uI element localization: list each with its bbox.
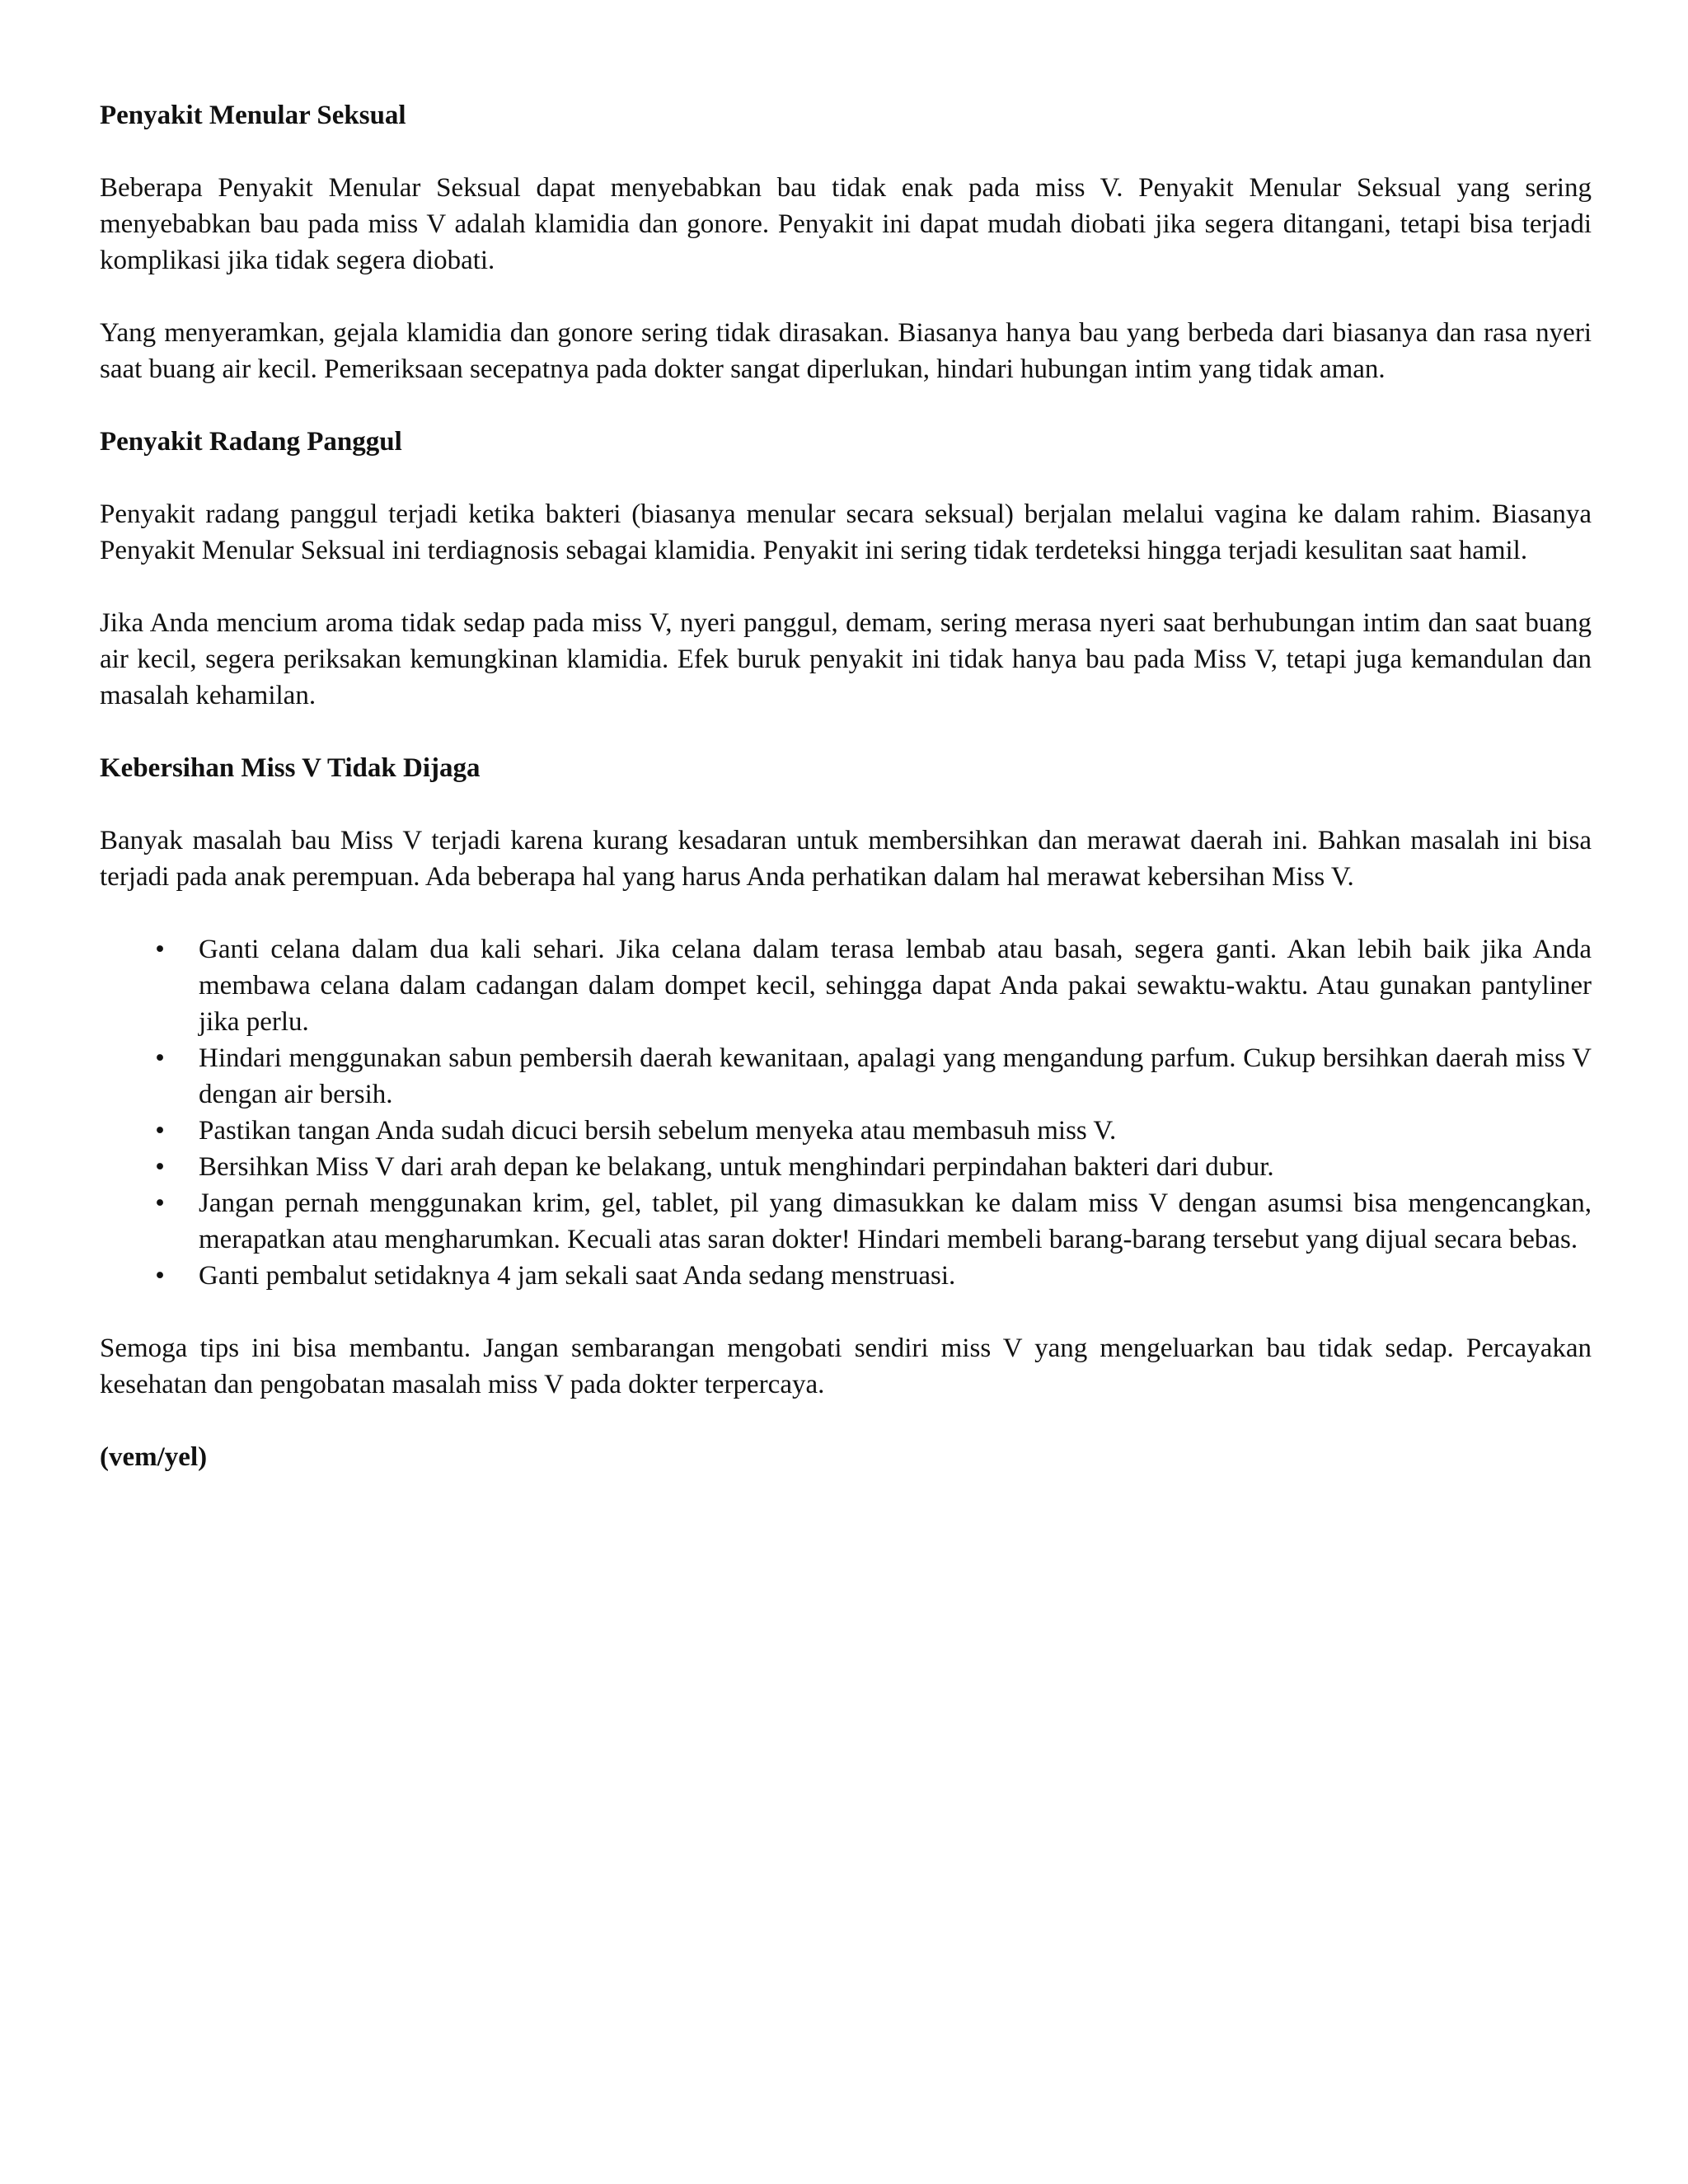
bullet-icon: •: [155, 1116, 165, 1146]
document-page: [100, 97, 1592, 1475]
paragraph-radang-panggul-intro: Penyakit radang panggul terjadi ketika bakteri (biasanya menular secara seksual) berjalan melalui vagina ke dalam rahim. Biasanya Penyakit Menular Seksual ini terdiagnosis sebagai klamidia. Penyakit ini sering tidak terdeteksi hingga terjadi kesulitan saat hamil.: [100, 499, 1592, 565]
list-item: [100, 1113, 1592, 1149]
section-heading-radang-panggul: Penyakit Radang Panggul: [100, 427, 402, 457]
bullet-icon: •: [155, 935, 165, 964]
list-item: [100, 1040, 1592, 1113]
list-item-text: Hindari menggunakan sabun pembersih daerah kewanitaan, apalagi yang mengandung parfum. Cukup bersihkan daerah miss V dengan air bersih.: [199, 1043, 1592, 1109]
section-heading-pms: Penyakit Menular Seksual: [100, 101, 406, 130]
bullet-icon: •: [155, 1043, 165, 1073]
list-item: [100, 931, 1592, 1040]
tips-list: [100, 931, 1592, 1294]
bullet-icon: •: [155, 1261, 165, 1291]
paragraph-pms-intro: Beberapa Penyakit Menular Seksual dapat menyebabkan bau tidak enak pada miss V. Penyakit Menular Seksual yang sering menyebabkan bau pada miss V adalah klamidia dan gonore. Penyakit ini dapat mudah diobati jika segera ditangani, tetapi bisa terjadi komplikasi jika tidak segera diobati.: [100, 173, 1592, 275]
list-item: [100, 1185, 1592, 1258]
list-item: [100, 1258, 1592, 1294]
paragraph-kebersihan-intro: Banyak masalah bau Miss V terjadi karena kurang kesadaran untuk membersihkan dan merawat daerah ini. Bahkan masalah ini bisa terjadi pada anak perempuan. Ada beberapa hal yang harus Anda perhatikan dalam hal merawat kebersihan Miss V.: [100, 826, 1592, 892]
paragraph-pms-symptoms: Yang menyeramkan, gejala klamidia dan gonore sering tidak dirasakan. Biasanya hanya bau yang berbeda dari biasanya dan rasa nyeri saat buang air kecil. Pemeriksaan secepatnya pada dokter sangat diperlukan, hindari hubungan intim yang tidak aman.: [100, 318, 1592, 384]
bullet-icon: •: [155, 1152, 165, 1182]
list-item-text: Jangan pernah menggunakan krim, gel, tablet, pil yang dimasukkan ke dalam miss V dengan asumsi bisa mengencangkan, merapatkan atau mengharumkan. Kecuali atas saran dokter! Hindari membeli barang-barang tersebut yang dijual secara bebas.: [199, 1188, 1592, 1254]
section-heading-kebersihan: Kebersihan Miss V Tidak Dijaga: [100, 753, 481, 783]
author-signoff: (vem/yel): [100, 1442, 208, 1472]
paragraph-radang-panggul-symptoms: Jika Anda mencium aroma tidak sedap pada miss V, nyeri panggul, demam, sering merasa nyeri saat berhubungan intim dan saat buang air kecil, segera periksakan kemungkinan klamidia. Efek buruk penyakit ini tidak hanya bau pada Miss V, tetapi juga kemandulan dan masalah kehamilan.: [100, 608, 1592, 710]
list-item-text: Bersihkan Miss V dari arah depan ke belakang, untuk menghindari perpindahan bakteri dari dubur.: [199, 1152, 1274, 1182]
bullet-icon: •: [155, 1188, 165, 1218]
list-item-text: Pastikan tangan Anda sudah dicuci bersih sebelum menyeka atau membasuh miss V.: [199, 1116, 1117, 1146]
list-item-text: Ganti pembalut setidaknya 4 jam sekali saat Anda sedang menstruasi.: [199, 1261, 956, 1291]
list-item-text: Ganti celana dalam dua kali sehari. Jika celana dalam terasa lembab atau basah, segera ganti. Akan lebih baik jika Anda membawa celana dalam cadangan dalam dompet kecil, sehingga dapat Anda pakai sewaktu-waktu. Atau gunakan pantyliner jika perlu.: [199, 935, 1592, 1037]
list-item: [100, 1149, 1592, 1185]
paragraph-closing: Semoga tips ini bisa membantu. Jangan sembarangan mengobati sendiri miss V yang mengeluarkan bau tidak sedap. Percayakan kesehatan dan pengobatan masalah miss V pada dokter terpercaya.: [100, 1333, 1592, 1399]
